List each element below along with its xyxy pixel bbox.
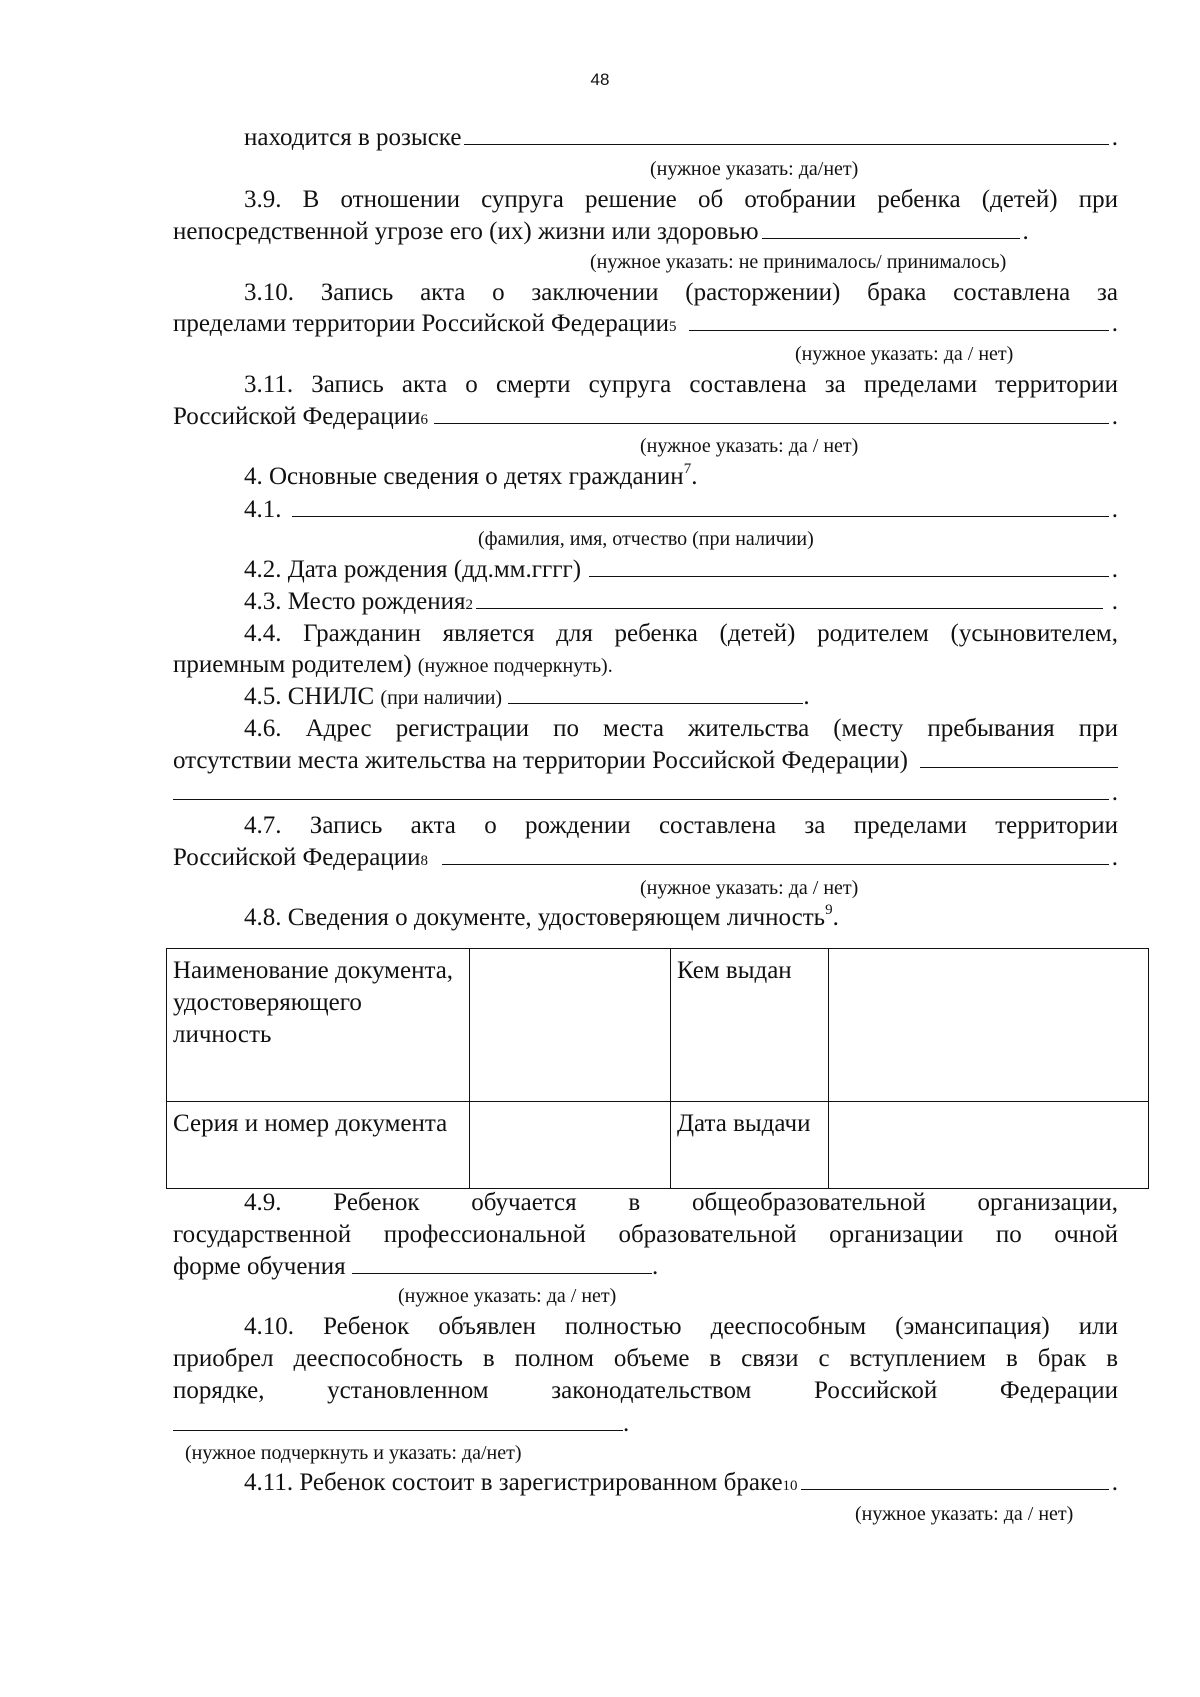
text-4-7: Российской Федерации bbox=[173, 844, 421, 871]
para-4-9-line3: форме обучения . bbox=[173, 1253, 659, 1280]
line-4-11: 4.11. Ребенок состоит в зарегистрированном браке 10 . bbox=[244, 1467, 1118, 1499]
para-4-10-line1: 4.10. Ребенок объявлен полностью дееспособным (эмансипация) или bbox=[244, 1313, 1118, 1340]
text-4-2: 4.2. Дата рождения (дд.мм.гггг) bbox=[244, 556, 582, 583]
hint-4-11: (нужное указать: да / нет) bbox=[855, 1503, 1074, 1525]
blank-4-7[interactable] bbox=[442, 842, 1109, 865]
para-4-4-line2 bbox=[173, 649, 1118, 681]
line-wanted: находится в розыске . bbox=[244, 122, 1118, 154]
text-3-9: непосредственной угрозе его (их) жизни или здоровью bbox=[173, 218, 759, 245]
note-4-4: (нужное подчеркнуть). bbox=[417, 655, 613, 677]
para-4-6-line2 bbox=[173, 745, 1118, 777]
para-3-9-line1: 3.9. В отношении супруга решение об отобрании ребенка (детей) при bbox=[244, 186, 1118, 213]
blank-4-3[interactable] bbox=[476, 586, 1102, 609]
footnote-9: 9 bbox=[825, 902, 833, 918]
cell-document-name-value[interactable] bbox=[470, 949, 671, 1102]
hint-4-7: (нужное указать: да / нет) bbox=[640, 877, 859, 899]
line-4-5: 4.5. СНИЛС (при наличии) . bbox=[244, 683, 810, 710]
para-4-7-line1: 4.7. Запись акта о рождении составлена за пределами территории bbox=[244, 812, 1118, 839]
hint-3-10: (нужное указать: да / нет) bbox=[795, 343, 1014, 365]
blank-4-1[interactable] bbox=[292, 494, 1109, 517]
text-4-6: отсутствии места жительства на территории Российской Федерации) bbox=[173, 747, 908, 774]
hint-3-9: (нужное указать: не принималось/ принималось) bbox=[590, 251, 1007, 273]
hint-4-10: (нужное подчеркнуть и указать: да/нет) bbox=[185, 1442, 522, 1464]
footnote-7: 7 bbox=[683, 461, 692, 477]
para-4-9-line2: государственной профессиональной образовательной организации по очной bbox=[173, 1221, 1118, 1248]
text-4-8: 4.8. Сведения о документе, удостоверяющем личность bbox=[244, 904, 826, 931]
id-document-table bbox=[166, 948, 1149, 1189]
blank-4-6b[interactable] bbox=[173, 777, 1109, 800]
para-4-10-line3: порядке, установленном законодательством Российской Федерации bbox=[173, 1377, 1118, 1404]
table-row bbox=[167, 1102, 1149, 1189]
para-4-10-line4: . bbox=[173, 1408, 1118, 1440]
text-wanted: находится в розыске bbox=[244, 124, 462, 151]
blank-4-11[interactable] bbox=[801, 1467, 1109, 1490]
para-4-10-line2: приобрел дееспособность в полном объеме в связи с вступлением в брак в bbox=[173, 1345, 1118, 1372]
blank-wanted[interactable] bbox=[464, 122, 1108, 145]
text-4-9: форме обучения bbox=[173, 1253, 346, 1280]
hint-4-9: (нужное указать: да / нет) bbox=[398, 1285, 617, 1307]
table-row bbox=[167, 949, 1149, 1102]
blank-3-10[interactable] bbox=[689, 308, 1109, 331]
blank-4-10[interactable] bbox=[173, 1408, 623, 1431]
hint-wanted: (нужное указать: да/нет) bbox=[650, 158, 859, 180]
cell-issue-date-value[interactable] bbox=[829, 1102, 1149, 1189]
text-4-4: приемным родителем) bbox=[173, 651, 412, 678]
text-3-10: пределами территории Российской Федерации bbox=[173, 310, 670, 337]
text-4-3: 4.3. Место рождения bbox=[244, 588, 466, 615]
blank-3-9[interactable] bbox=[762, 216, 1020, 239]
note-4-5: (при наличии) bbox=[380, 687, 503, 709]
heading-4-8: 4.8. Сведения о документе, удостоверяющем личность$^9$. bbox=[244, 902, 839, 931]
cell-series-number-value[interactable] bbox=[470, 1102, 671, 1189]
para-3-10-line2: пределами территории Российской Федерации 5 . bbox=[173, 308, 1118, 340]
hint-4-1: (фамилия, имя, отчество (при наличии) bbox=[478, 528, 814, 550]
heading-4: 4. Основные сведения о детях гражданин$^7$. bbox=[244, 461, 698, 490]
text-4: 4. Основные сведения о детях гражданин bbox=[244, 463, 684, 490]
para-3-11-line1: 3.11. Запись акта о смерти супруга составлена за пределами территории bbox=[244, 371, 1118, 398]
para-4-6-line3: . bbox=[173, 777, 1118, 809]
blank-4-2[interactable] bbox=[589, 554, 1109, 577]
para-4-6-line1: 4.6. Адрес регистрации по места жительства (месту пребывания при bbox=[244, 715, 1118, 742]
cell-issue-date-label: Дата выдачи bbox=[671, 1102, 829, 1189]
para-3-10-line1: 3.10. Запись акта о заключении (расторжении) брака составлена за bbox=[244, 279, 1118, 306]
cell-document-name-label: Наименование документа, удостоверяющего личность bbox=[167, 949, 470, 1102]
cell-series-number-label: Серия и номер документа bbox=[167, 1102, 470, 1189]
text-3-11: Российской Федерации bbox=[173, 403, 421, 430]
page-number: 48 bbox=[590, 70, 610, 89]
blank-4-5[interactable] bbox=[508, 681, 803, 704]
text-4-11: 4.11. Ребенок состоит в зарегистрированном браке bbox=[244, 1469, 783, 1496]
line-4-3: 4.3. Место рождения 2 . bbox=[244, 586, 1118, 618]
text-4-5: 4.5. СНИЛС bbox=[244, 683, 375, 710]
blank-3-11[interactable] bbox=[434, 401, 1109, 424]
text-4-1: 4.1. bbox=[244, 496, 282, 523]
cell-issued-by-value[interactable] bbox=[829, 949, 1149, 1102]
line-4-1: 4.1. . bbox=[244, 494, 1118, 526]
line-4-2: 4.2. Дата рождения (дд.мм.гггг) . bbox=[244, 554, 1118, 586]
cell-issued-by-label: Кем выдан bbox=[671, 949, 829, 1102]
para-4-4-line1: 4.4. Гражданин является для ребенка (детей) родителем (усыновителем, bbox=[244, 620, 1118, 647]
para-4-9-line1: 4.9. Ребенок обучается в общеобразовательной организации, bbox=[244, 1189, 1118, 1216]
hint-3-11: (нужное указать: да / нет) bbox=[640, 435, 859, 457]
para-3-9-line2: непосредственной угрозе его (их) жизни или здоровью . bbox=[173, 216, 1118, 248]
blank-4-9[interactable] bbox=[352, 1251, 652, 1274]
blank-4-6a[interactable] bbox=[920, 745, 1118, 768]
para-3-11-line2: Российской Федерации 6 . bbox=[173, 401, 1118, 433]
para-4-7-line2: Российской Федерации 8 . bbox=[173, 842, 1118, 874]
